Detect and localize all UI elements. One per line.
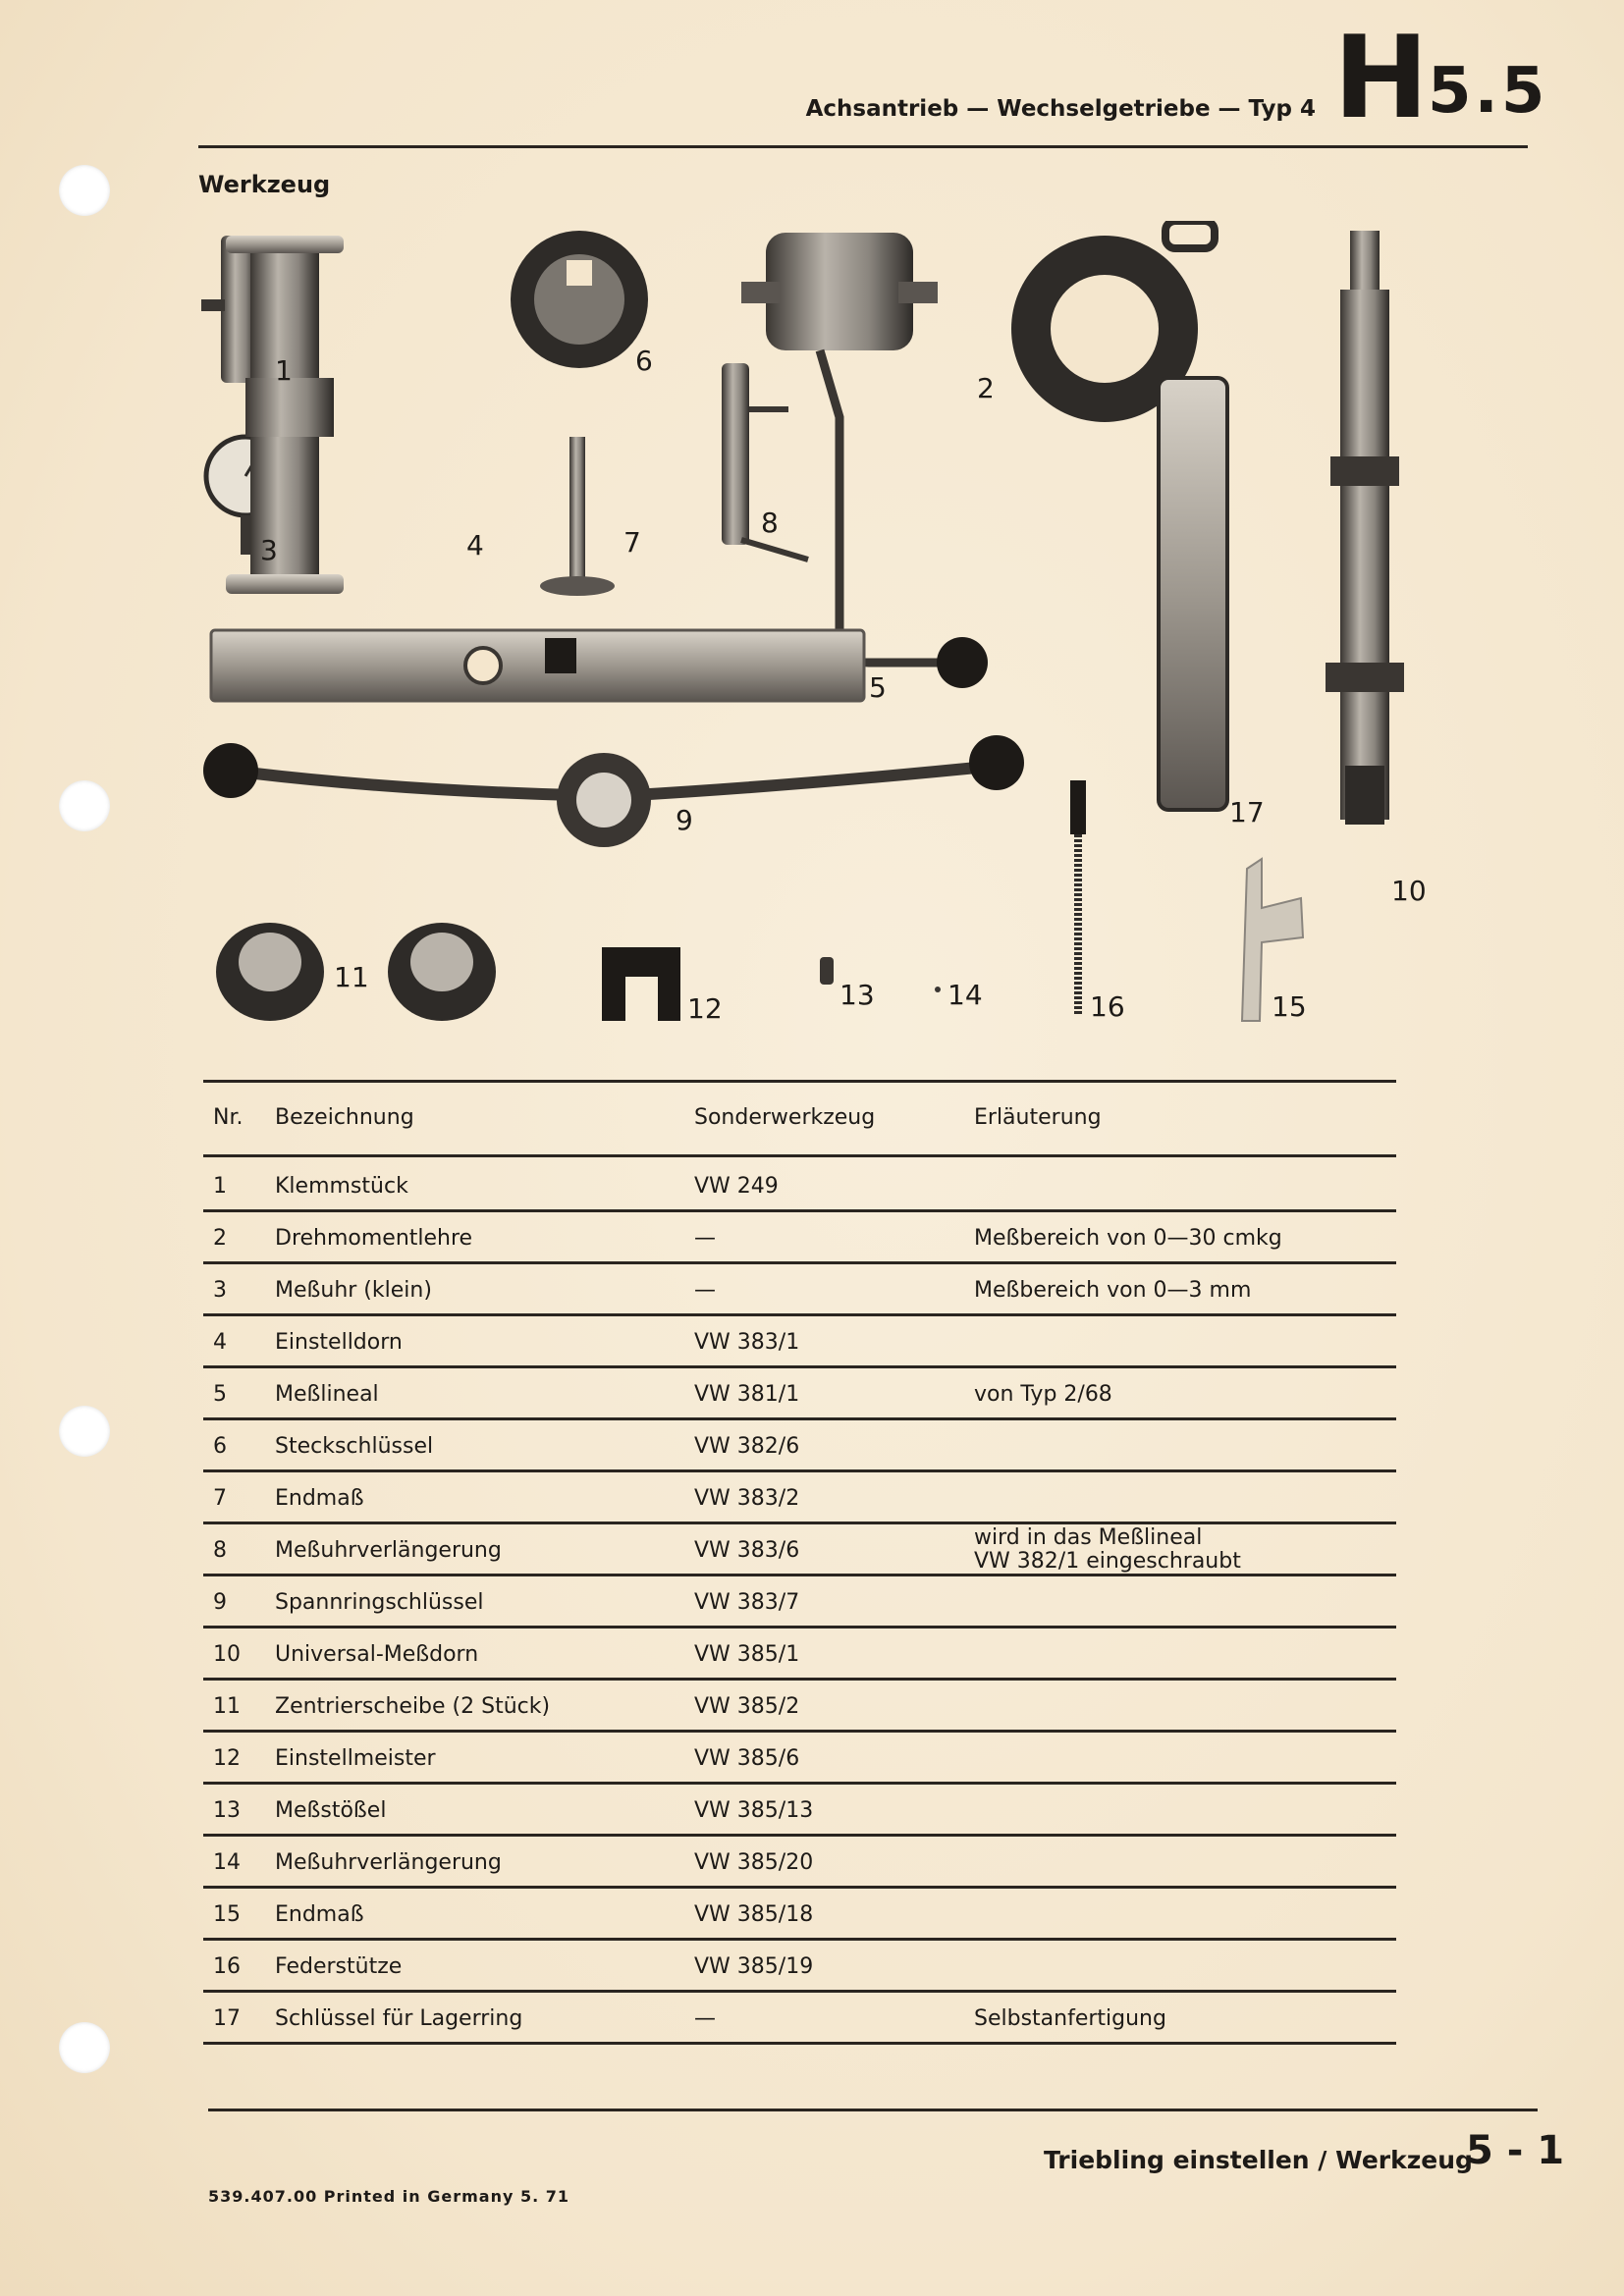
row-bezeichnung: Federstütze [275, 1954, 403, 1979]
punch-hole [59, 1406, 110, 1457]
row-sonderwerkzeug: VW 383/7 [694, 1590, 800, 1615]
row-sonderwerkzeug: VW 381/1 [694, 1382, 800, 1407]
row-bezeichnung: Endmaß [275, 1486, 364, 1511]
svg-text:9: 9 [676, 804, 693, 836]
svg-text:3: 3 [260, 534, 278, 566]
row-sonderwerkzeug: VW 385/19 [694, 1954, 814, 1979]
table-row [203, 1368, 1396, 1419]
svg-text:17: 17 [1229, 796, 1265, 828]
table-row [203, 1212, 1396, 1263]
row-nr: 3 [213, 1278, 227, 1303]
tool-messlineal [211, 630, 864, 701]
punch-hole [59, 165, 110, 216]
row-nr: 17 [213, 2006, 241, 2031]
svg-text:12: 12 [687, 992, 723, 1025]
svg-text:11: 11 [334, 961, 369, 993]
table-row [203, 1681, 1396, 1732]
svg-text:8: 8 [761, 507, 779, 539]
row-nr: 12 [213, 1746, 241, 1771]
footer-title: Triebling einstellen / Werkzeug [1044, 2146, 1473, 2174]
row-erlaeuterung: Meßbereich von 0—30 cmkg [974, 1226, 1282, 1251]
row-sonderwerkzeug: VW 249 [694, 1174, 779, 1199]
row-sonderwerkzeug: VW 382/6 [694, 1434, 800, 1459]
row-nr: 1 [213, 1174, 227, 1199]
tool-klemmstueck [201, 236, 256, 383]
svg-text:7: 7 [623, 526, 641, 559]
header-title: Achsantrieb — Wechselgetriebe — Typ 4 [805, 96, 1316, 122]
row-nr: 6 [213, 1434, 227, 1459]
row-nr: 10 [213, 1642, 241, 1667]
row-sonderwerkzeug: VW 385/13 [694, 1798, 814, 1823]
section-title: Werkzeug [198, 171, 331, 198]
table-row-rule [203, 2042, 1396, 2045]
tool-universal-messdorn [1326, 231, 1404, 825]
tool-endmass [540, 437, 615, 596]
punch-hole [59, 780, 110, 831]
print-info: 539.407.00 Printed in Germany 5. 71 [208, 2187, 570, 2206]
punch-hole [59, 2022, 110, 2073]
row-sonderwerkzeug: VW 385/1 [694, 1642, 800, 1667]
table-row [203, 1785, 1396, 1836]
row-bezeichnung: Meßuhr (klein) [275, 1278, 432, 1303]
tool-messstoessel [820, 957, 834, 985]
svg-text:4: 4 [466, 529, 484, 561]
table-row [203, 1160, 1396, 1211]
svg-text:15: 15 [1272, 990, 1307, 1023]
row-bezeichnung: Spannringschlüssel [275, 1590, 484, 1615]
svg-text:16: 16 [1090, 990, 1125, 1023]
table-header-rule [203, 1154, 1396, 1157]
table-row [203, 1420, 1396, 1471]
header-nr: Nr. [213, 1105, 244, 1130]
row-nr: 4 [213, 1330, 227, 1355]
row-bezeichnung: Meßstößel [275, 1798, 387, 1823]
row-sonderwerkzeug: — [694, 1278, 716, 1303]
row-nr: 2 [213, 1226, 227, 1251]
tool-spannringschluessel [203, 735, 1024, 847]
row-sonderwerkzeug: VW 385/20 [694, 1850, 814, 1875]
table-row [203, 1889, 1396, 1940]
header-bezeichnung: Bezeichnung [275, 1105, 414, 1130]
table-header-row [203, 1080, 1396, 1131]
svg-text:6: 6 [635, 345, 653, 377]
row-bezeichnung: Schlüssel für Lagerring [275, 2006, 523, 2031]
row-bezeichnung: Steckschlüssel [275, 1434, 434, 1459]
row-nr: 7 [213, 1486, 227, 1511]
page-number: 5 - 1 [1466, 2128, 1565, 2173]
table-row [203, 1472, 1396, 1523]
row-bezeichnung: Universal-Meßdorn [275, 1642, 479, 1667]
row-nr: 8 [213, 1538, 227, 1563]
row-erlaeuterung: Meßbereich von 0—3 mm [974, 1278, 1252, 1303]
header-erlaeuterung: Erläuterung [974, 1105, 1102, 1130]
svg-text:13: 13 [839, 979, 875, 1011]
row-erlaeuterung: von Typ 2/68 [974, 1382, 1112, 1407]
table-row [203, 1629, 1396, 1680]
row-bezeichnung: Endmaß [275, 1902, 364, 1927]
table-row [203, 1941, 1396, 1992]
tool-kleine-verlaengerung [935, 987, 941, 992]
row-sonderwerkzeug: VW 383/2 [694, 1486, 800, 1511]
row-bezeichnung: Meßuhrverlängerung [275, 1538, 502, 1563]
row-bezeichnung: Meßlineal [275, 1382, 379, 1407]
row-bezeichnung: Einstellmeister [275, 1746, 436, 1771]
table-row [203, 1264, 1396, 1315]
row-erlaeuterung-line2: VW 382/1 eingeschraubt [974, 1549, 1241, 1574]
header-rule [198, 145, 1528, 148]
row-sonderwerkzeug: VW 383/1 [694, 1330, 800, 1355]
row-bezeichnung: Drehmomentlehre [275, 1226, 473, 1251]
row-nr: 5 [213, 1382, 227, 1407]
row-erlaeuterung [974, 1526, 1241, 1574]
tool-federstuetze [1070, 780, 1086, 1016]
row-nr: 13 [213, 1798, 241, 1823]
table-row [203, 1524, 1396, 1575]
table-row [203, 1733, 1396, 1784]
section-code: 5.5 [1428, 55, 1548, 128]
footer-rule [208, 2109, 1538, 2111]
tools-illustration [191, 221, 1438, 1036]
row-bezeichnung: Einstelldorn [275, 1330, 403, 1355]
svg-text:1: 1 [275, 354, 293, 387]
row-sonderwerkzeug: VW 385/2 [694, 1694, 800, 1719]
svg-text:2: 2 [977, 372, 995, 404]
row-sonderwerkzeug: — [694, 2006, 716, 2031]
table-row [203, 1993, 1396, 2044]
table-row [203, 1837, 1396, 1888]
row-nr: 11 [213, 1694, 241, 1719]
row-nr: 16 [213, 1954, 241, 1979]
tool-lagerringschluessel [1011, 221, 1227, 810]
svg-text:14: 14 [947, 979, 983, 1011]
row-sonderwerkzeug: VW 385/18 [694, 1902, 814, 1927]
row-sonderwerkzeug: VW 385/6 [694, 1746, 800, 1771]
tool-einstellmeister [602, 947, 680, 1021]
row-bezeichnung: Zentrierscheibe (2 Stück) [275, 1694, 551, 1719]
header-sonderwerkzeug: Sonderwerkzeug [694, 1105, 876, 1130]
tools-photo [191, 221, 1438, 1036]
row-bezeichnung: Klemmstück [275, 1174, 408, 1199]
tool-steckschluessel [511, 231, 648, 368]
svg-text:10: 10 [1391, 875, 1427, 907]
table-row [203, 1316, 1396, 1367]
row-erlaeuterung: Selbstanfertigung [974, 2006, 1166, 2031]
row-nr: 9 [213, 1590, 227, 1615]
row-bezeichnung: Meßuhrverlängerung [275, 1850, 502, 1875]
section-letter: H [1333, 12, 1430, 144]
tool-drehmomentlehre [741, 233, 988, 688]
row-nr: 14 [213, 1850, 241, 1875]
row-erlaeuterung-line1: wird in das Meßlineal [974, 1525, 1203, 1550]
svg-text:5: 5 [869, 671, 887, 704]
table-row [203, 1576, 1396, 1628]
row-nr: 15 [213, 1902, 241, 1927]
row-sonderwerkzeug: VW 383/6 [694, 1538, 800, 1563]
row-sonderwerkzeug: — [694, 1226, 716, 1251]
